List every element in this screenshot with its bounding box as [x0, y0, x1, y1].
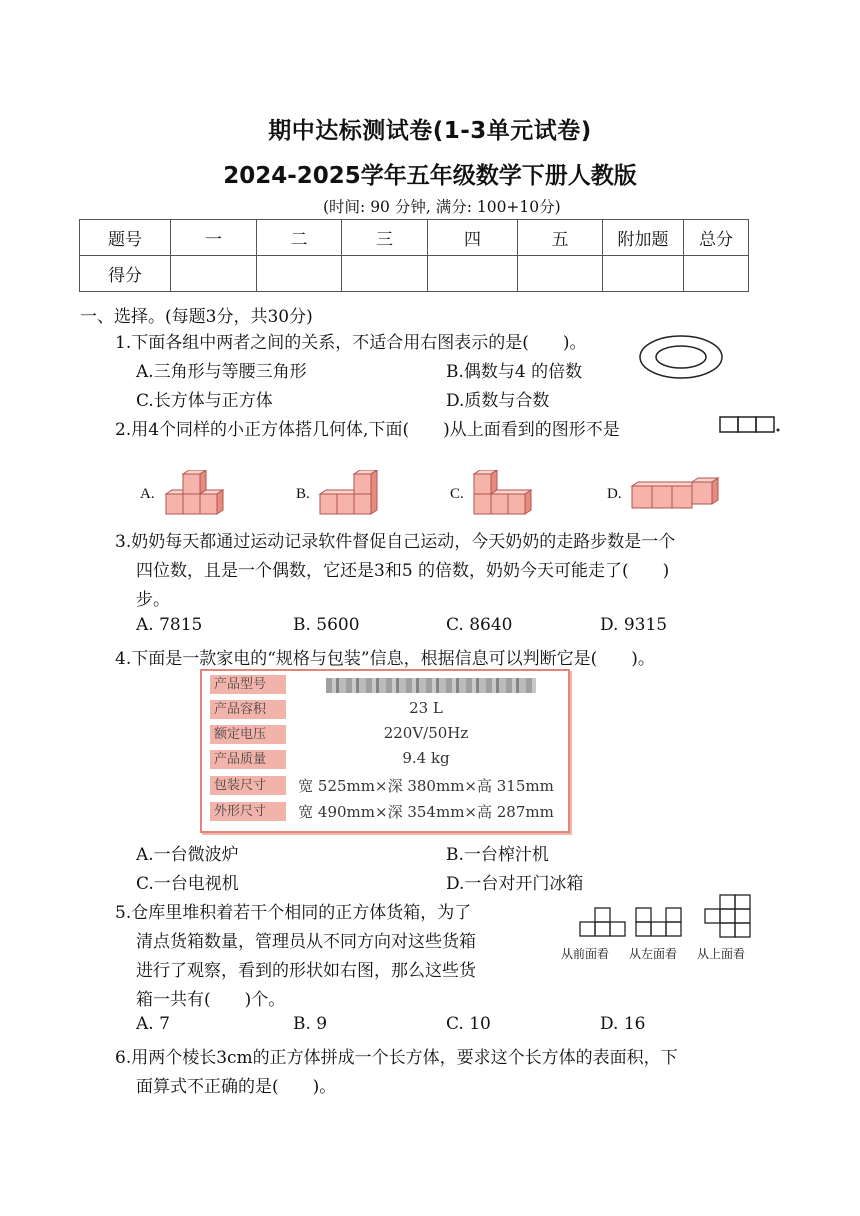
table-header-cell: 五	[518, 220, 603, 256]
spec-value: 宽 525mm×深 380mm×高 315mm	[298, 777, 554, 795]
spec-row	[206, 673, 562, 697]
question-3-line-3: 步。	[136, 590, 170, 610]
spec-card	[200, 669, 570, 833]
score-cell[interactable]	[518, 256, 603, 292]
cube-figure-d	[630, 476, 722, 516]
table-header-cell: 三	[342, 220, 428, 256]
spec-label: 额定电压	[210, 725, 286, 744]
spec-row	[206, 723, 562, 747]
left-view-figure	[634, 906, 684, 938]
question-3-option-a: A. 7815	[136, 615, 203, 635]
spec-row	[206, 774, 562, 798]
spec-label: 产品容积	[210, 700, 286, 719]
spec-label: 产品质量	[210, 750, 286, 769]
question-4-option-b: B.一台榨汁机	[446, 845, 549, 865]
exam-title: 期中达标测试卷(1-3单元试卷)	[268, 118, 592, 144]
table-header-cell: 四	[428, 220, 518, 256]
question-4-stem: 4.下面是一款家电的“规格与包装”信息，根据信息可以判断它是( )。	[115, 649, 655, 669]
question-1-option-d: D.质数与合数	[446, 391, 550, 411]
question-4-option-d: D.一台对开门冰箱	[446, 874, 584, 894]
spec-value: 宽 490mm×深 354mm×高 287mm	[298, 803, 554, 821]
score-table-score-row	[80, 256, 749, 292]
question-5-line-1: 5.仓库里堆积着若干个相同的正方体货箱，为了	[115, 903, 472, 923]
score-cell[interactable]	[171, 256, 257, 292]
question-3-line-2: 四位数，且是一个偶数，它还是3和5 的倍数，奶奶今天可能走了( )	[136, 561, 670, 581]
exam-time-info: (时间: 90 分钟, 满分: 100+10分)	[323, 198, 561, 216]
spec-label: 外形尺寸	[210, 802, 286, 821]
redacted-model-number	[326, 678, 536, 693]
score-cell[interactable]	[603, 256, 684, 292]
score-cell[interactable]	[342, 256, 428, 292]
exam-subtitle: 2024-2025学年五年级数学下册人教版	[223, 163, 637, 189]
question-4-option-c: C.一台电视机	[136, 874, 239, 894]
three-squares-top-view	[719, 415, 781, 435]
nested-ellipses-diagram	[638, 333, 724, 381]
question-2-stem: 2.用4个同样的小正方体搭几何体,下面( )从上面看到的图形不是	[115, 420, 620, 440]
question-1-stem: 1.下面各组中两者之间的关系，不适合用右图表示的是( )。	[115, 333, 587, 353]
table-header-cell: 一	[171, 220, 257, 256]
question-5-option-a: A. 7	[136, 1014, 170, 1034]
question-1-option-b: B.偶数与4 的倍数	[446, 362, 583, 382]
score-row-label: 得分	[80, 256, 171, 292]
question-3-option-d: D. 9315	[600, 615, 668, 635]
question-5-option-b: B. 9	[293, 1014, 328, 1034]
question-5-line-4: 箱一共有( )个。	[136, 990, 286, 1010]
view-label-top: 从上面看	[697, 947, 746, 961]
question-1-option-c: C.长方体与正方体	[136, 391, 273, 411]
question-3-option-c: C. 8640	[446, 615, 513, 635]
question-3-line-1: 3.奶奶每天都通过运动记录软件督促自己运动，今天奶奶的走路步数是一个	[115, 532, 676, 552]
spec-label: 产品型号	[210, 675, 286, 694]
score-cell[interactable]	[684, 256, 749, 292]
question-5-line-3: 进行了观察，看到的形状如右图，那么这些货	[136, 961, 476, 981]
front-view-figure	[578, 906, 628, 938]
spec-label: 包装尺寸	[210, 776, 286, 795]
view-label-front: 从前面看	[561, 947, 610, 961]
question-2-option-a: A.	[140, 486, 155, 502]
question-5-option-c: C. 10	[446, 1014, 491, 1034]
spec-value: 23 L	[409, 699, 443, 717]
table-header-cell: 总分	[684, 220, 749, 256]
spec-row	[206, 698, 562, 722]
table-header-cell: 二	[257, 220, 342, 256]
view-label-left: 从左面看	[629, 947, 678, 961]
question-1-option-a: A.三角形与等腰三角形	[136, 362, 307, 382]
question-6-line-1: 6.用两个棱长3cm的正方体拼成一个长方体，要求这个长方体的表面积，下	[115, 1048, 678, 1068]
score-cell[interactable]	[428, 256, 518, 292]
cube-figure-a	[164, 470, 230, 518]
question-2-option-d: D.	[607, 486, 622, 502]
question-2-option-b: B.	[296, 486, 310, 502]
score-cell[interactable]	[257, 256, 342, 292]
spec-row	[206, 748, 562, 772]
score-table-header-row	[80, 220, 749, 256]
top-view-figure	[703, 893, 753, 939]
question-4-option-a: A.一台微波炉	[136, 845, 239, 865]
spec-value: 9.4 kg	[402, 749, 450, 767]
cube-figure-b	[318, 470, 384, 518]
question-2-option-c: C.	[450, 486, 464, 502]
question-5-option-d: D. 16	[600, 1014, 646, 1034]
question-3-option-b: B. 5600	[293, 615, 360, 635]
score-table	[79, 219, 749, 292]
table-header-cell: 题号	[80, 220, 171, 256]
spec-row	[206, 800, 562, 824]
table-header-cell: 附加题	[603, 220, 684, 256]
question-6-line-2: 面算式不正确的是( )。	[136, 1077, 337, 1097]
question-5-line-2: 清点货箱数量，管理员从不同方向对这些货箱	[136, 932, 476, 952]
spec-value: 220V/50Hz	[383, 724, 469, 742]
cube-figure-c	[472, 470, 538, 518]
section-heading: 一、选择。(每题3分，共30分)	[80, 307, 313, 327]
